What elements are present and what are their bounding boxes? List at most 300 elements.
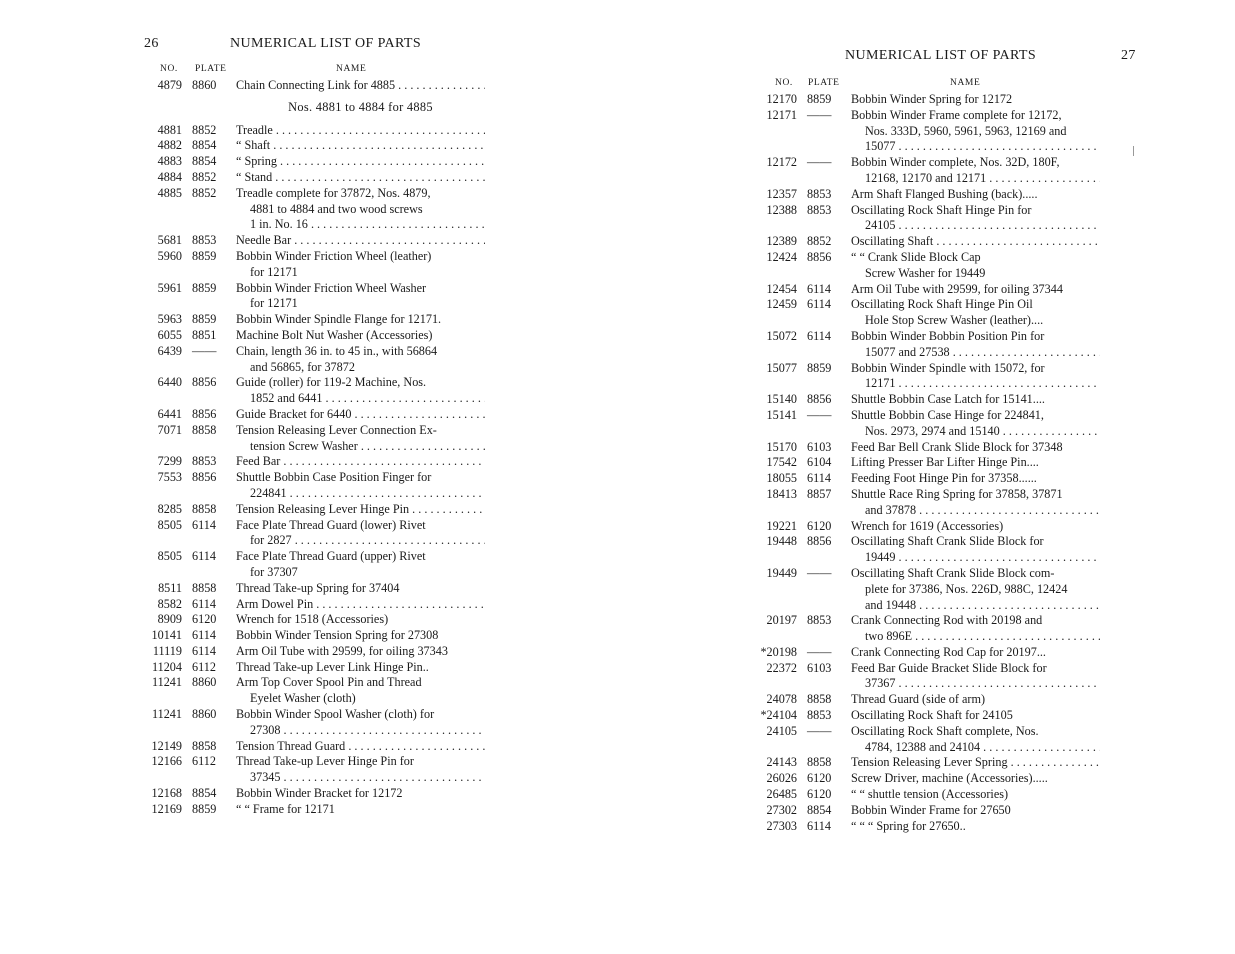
part-number: 12388 xyxy=(766,202,797,217)
part-name-line: 37367 . . . xyxy=(851,676,1100,692)
part-name-line: 24105 . . . xyxy=(851,218,1100,234)
part-row xyxy=(755,724,1100,756)
part-name xyxy=(236,644,485,660)
part-number: 11119 xyxy=(152,643,182,658)
plate-number: 6114 xyxy=(807,297,831,312)
part-row xyxy=(755,408,1100,440)
column-header-plate: PLATE xyxy=(808,78,840,88)
part-name xyxy=(851,803,1100,819)
plate-number: —— xyxy=(807,155,832,170)
part-name-line: Wrench for 1619 (Accessories) xyxy=(851,518,1004,533)
part-name-line: Oscillating Rock Shaft Hinge Pin Oil xyxy=(851,297,1033,312)
part-name-line: Feed Bar . . . xyxy=(236,454,485,470)
part-row xyxy=(140,502,485,518)
part-name-line: Tension Releasing Lever Hinge Pin . . . xyxy=(236,502,485,518)
page-number: 26 xyxy=(144,36,159,51)
part-name xyxy=(851,234,1100,250)
plate-number: 8852 xyxy=(192,185,217,200)
part-row xyxy=(755,613,1100,645)
part-row xyxy=(140,454,485,470)
part-row xyxy=(140,186,485,233)
part-number: 11241 xyxy=(151,675,182,690)
part-name-line: Bobbin Winder Spindle Flange for 12171. xyxy=(236,312,442,327)
part-name-line: Tension Releasing Lever Spring . . . xyxy=(851,755,1100,771)
part-name-line: Feeding Foot Hinge Pin for 37358...... xyxy=(851,471,1037,486)
part-number: 24105 xyxy=(766,723,797,738)
part-name xyxy=(851,329,1100,361)
part-name xyxy=(851,613,1100,645)
part-row xyxy=(755,534,1100,566)
plate-number: 8853 xyxy=(192,233,217,248)
part-number: 12172 xyxy=(766,155,797,170)
plate-number: 8853 xyxy=(192,454,217,469)
part-number: 8505 xyxy=(157,549,182,564)
part-name-line: Oscillating Rock Shaft complete, Nos. xyxy=(851,723,1039,738)
part-row xyxy=(140,281,485,313)
plate-number: —— xyxy=(807,565,832,580)
plate-number: 6114 xyxy=(807,471,831,486)
part-name-line: Tension Thread Guard . . . xyxy=(236,739,485,755)
part-row xyxy=(140,170,485,186)
part-name-line: Crank Connecting Rod with 20198 and xyxy=(851,613,1043,628)
plate-number: 8853 xyxy=(807,708,832,723)
part-name-line: Guide Bracket for 6440 . . . xyxy=(236,407,485,423)
left-page xyxy=(140,0,485,818)
part-name-line: Arm Oil Tube with 29599, for oiling 37343 xyxy=(236,643,448,658)
plate-number: —— xyxy=(807,644,832,659)
plate-number: 8858 xyxy=(807,755,832,770)
part-row xyxy=(140,660,485,676)
part-number: 27303 xyxy=(766,818,797,833)
part-name xyxy=(851,645,1100,661)
part-name xyxy=(851,771,1100,787)
margin-mark xyxy=(1133,146,1134,156)
part-name xyxy=(236,344,485,376)
part-number: 18413 xyxy=(766,486,797,501)
part-name xyxy=(851,440,1100,456)
part-name xyxy=(236,660,485,676)
part-number: 15077 xyxy=(766,360,797,375)
part-name xyxy=(851,408,1100,440)
part-name xyxy=(851,92,1100,108)
part-name xyxy=(236,454,485,470)
part-name xyxy=(236,581,485,597)
part-name xyxy=(851,471,1100,487)
part-name-line: Arm Dowel Pin . . . xyxy=(236,597,485,613)
part-row xyxy=(140,312,485,328)
part-number: 15141 xyxy=(766,407,797,422)
part-name-line: Thread Guard (side of arm) xyxy=(851,692,986,707)
part-row xyxy=(140,549,485,581)
plate-number: 8859 xyxy=(807,92,832,106)
part-name-line: “ “ Frame for 12171 xyxy=(236,801,335,816)
part-row xyxy=(755,645,1100,661)
part-name-line: 37345 . . . xyxy=(236,770,485,786)
part-name xyxy=(236,707,485,739)
part-row xyxy=(140,423,485,455)
part-number: 6440 xyxy=(157,375,182,390)
part-number: 8511 xyxy=(158,580,182,595)
part-row xyxy=(755,455,1100,471)
part-name-line: 15077 and 27538 . . . xyxy=(851,345,1100,361)
part-row xyxy=(755,755,1100,771)
plate-number: 6120 xyxy=(807,771,832,786)
part-name-line: Bobbin Winder Friction Wheel (leather) xyxy=(236,248,432,263)
page-header xyxy=(140,36,485,56)
part-name-line: 224841 . . . xyxy=(236,486,485,502)
part-name xyxy=(851,297,1100,329)
part-number: 12169 xyxy=(151,801,182,816)
part-number: 10141 xyxy=(151,628,182,643)
part-row xyxy=(140,233,485,249)
part-name-line: Bobbin Winder Tension Spring for 27308 xyxy=(236,628,439,643)
part-name-line: Bobbin Winder Frame for 27650 xyxy=(851,802,1011,817)
part-name xyxy=(851,392,1100,408)
part-row xyxy=(755,297,1100,329)
part-number: 19449 xyxy=(766,565,797,580)
part-name-line: Thread Take-up Spring for 37404 xyxy=(236,580,400,595)
part-name-line: for 12171 xyxy=(250,296,298,311)
part-number: 5963 xyxy=(157,312,182,327)
column-headers xyxy=(140,64,485,78)
part-number: 27302 xyxy=(766,802,797,817)
part-name-line: Chain Connecting Link for 4885 . . . xyxy=(236,78,485,94)
part-number: 17542 xyxy=(766,455,797,470)
part-number: 12166 xyxy=(151,754,182,769)
part-name-line: 15077 . . . xyxy=(851,139,1100,155)
plate-number: 8852 xyxy=(192,122,217,137)
part-name-line: Treadle complete for 37872, Nos. 4879, xyxy=(236,185,431,200)
part-row xyxy=(140,154,485,170)
part-name-line: and 56865, for 37872 xyxy=(250,359,355,374)
part-name-line: Chain, length 36 in. to 45 in., with 56864 xyxy=(236,343,438,358)
part-name xyxy=(851,155,1100,187)
part-name xyxy=(236,754,485,786)
plate-number: 6114 xyxy=(192,549,216,564)
plate-number: 8854 xyxy=(192,154,217,169)
part-name xyxy=(851,282,1100,298)
part-name-line: and 37878 . . . xyxy=(851,503,1100,519)
plate-number: 8856 xyxy=(807,249,832,264)
part-row xyxy=(755,234,1100,250)
part-row xyxy=(140,675,485,707)
part-row xyxy=(755,771,1100,787)
part-number: 24078 xyxy=(766,692,797,707)
part-row xyxy=(755,787,1100,803)
part-name-line: Nos. 2973, 2974 and 15140 . . . xyxy=(851,424,1100,440)
plate-number: 6114 xyxy=(807,818,831,833)
part-row xyxy=(140,597,485,613)
part-name-line: 1852 and 6441 . . . xyxy=(236,391,485,407)
plate-number: 8860 xyxy=(192,78,217,92)
part-name-line: 12168, 12170 and 12171 . . . xyxy=(851,171,1100,187)
part-number: 12454 xyxy=(766,281,797,296)
part-number: 12389 xyxy=(766,234,797,249)
part-row xyxy=(140,138,485,154)
part-number: 7071 xyxy=(157,422,182,437)
part-number: 26026 xyxy=(766,771,797,786)
part-name-line: Needle Bar . . . xyxy=(236,233,485,249)
part-name-line: Bobbin Winder Spring for 12172 xyxy=(851,92,1013,106)
part-number: 7553 xyxy=(157,470,182,485)
part-name xyxy=(851,108,1100,155)
part-name-line: Machine Bolt Nut Washer (Accessories) xyxy=(236,327,433,342)
part-name-line: Thread Take-up Lever Link Hinge Pin.. xyxy=(236,659,429,674)
plate-number: 8854 xyxy=(192,138,217,153)
part-name-line: Arm Top Cover Spool Pin and Thread xyxy=(236,675,422,690)
part-row xyxy=(755,361,1100,393)
part-name-line: Wrench for 1518 (Accessories) xyxy=(236,612,389,627)
part-name xyxy=(236,328,485,344)
part-name-line: for 37307 xyxy=(250,564,298,579)
plate-number: 8859 xyxy=(192,280,217,295)
part-name xyxy=(236,518,485,550)
part-name xyxy=(851,724,1100,756)
part-name xyxy=(236,375,485,407)
part-name-line: “ Shaft . . . xyxy=(236,138,485,154)
part-name xyxy=(236,407,485,423)
part-name xyxy=(851,819,1100,835)
part-row xyxy=(755,487,1100,519)
part-name-line: Hole Stop Screw Washer (leather).... xyxy=(865,313,1044,328)
page-title: NUMERICAL LIST OF PARTS xyxy=(845,48,1037,63)
part-row xyxy=(140,739,485,755)
part-row xyxy=(140,786,485,802)
plate-number: 8858 xyxy=(192,422,217,437)
part-name-line: “ “ Crank Slide Block Cap xyxy=(851,249,981,264)
part-name-line: “ Stand . . . xyxy=(236,170,485,186)
part-row xyxy=(755,108,1100,155)
part-row xyxy=(755,440,1100,456)
part-row xyxy=(755,519,1100,535)
plate-number: 8853 xyxy=(807,202,832,217)
right-page xyxy=(755,0,1136,834)
part-name-line: Shuttle Race Ring Spring for 37858, 37871 xyxy=(851,486,1063,501)
plate-number: 8859 xyxy=(192,801,217,816)
part-name-line: “ Spring . . . xyxy=(236,154,485,170)
part-number: 24143 xyxy=(766,755,797,770)
part-name xyxy=(851,250,1100,282)
part-name xyxy=(851,455,1100,471)
part-number: 7299 xyxy=(157,454,182,469)
part-number: 20197 xyxy=(766,613,797,628)
part-row xyxy=(140,707,485,739)
part-number: 11204 xyxy=(151,659,182,674)
part-name-line: Bobbin Winder complete, Nos. 32D, 180F, xyxy=(851,155,1060,170)
part-name-line: Guide (roller) for 119-2 Machine, Nos. xyxy=(236,375,427,390)
part-name-line: 1 in. No. 16 . . . xyxy=(236,217,485,233)
plate-number: 8853 xyxy=(807,613,832,628)
part-row xyxy=(140,78,485,94)
part-row xyxy=(140,754,485,786)
part-name-line: “ “ “ Spring for 27650.. xyxy=(851,818,966,833)
part-name xyxy=(236,786,485,802)
plate-number: —— xyxy=(807,107,832,122)
part-number: 8909 xyxy=(157,612,182,627)
part-number: 12168 xyxy=(151,786,182,801)
plate-number: 8857 xyxy=(807,486,832,501)
column-header-no: NO. xyxy=(775,78,793,88)
part-name xyxy=(236,186,485,233)
part-name-line: Shuttle Bobbin Case Latch for 15141.... xyxy=(851,392,1045,407)
part-name xyxy=(851,566,1100,613)
part-name xyxy=(851,203,1100,235)
plate-number: 6114 xyxy=(192,628,216,643)
plate-number: 8854 xyxy=(807,802,832,817)
part-name-line: two 896E . . . xyxy=(851,629,1100,645)
part-row xyxy=(140,644,485,660)
column-header-no: NO. xyxy=(160,64,178,74)
part-name-line: and 19448 . . . xyxy=(851,598,1100,614)
part-row xyxy=(755,392,1100,408)
part-row xyxy=(755,803,1100,819)
part-name xyxy=(851,708,1100,724)
column-header-name: NAME xyxy=(336,64,367,74)
part-name-line: Oscillating Shaft . . . xyxy=(851,234,1100,250)
part-number: 11241 xyxy=(151,707,182,722)
part-name xyxy=(236,123,485,139)
part-number: 12357 xyxy=(766,186,797,201)
plate-number: 8856 xyxy=(807,534,832,549)
part-row xyxy=(755,692,1100,708)
part-name-line: 19449 . . . xyxy=(851,550,1100,566)
part-name-line: plete for 37386, Nos. 226D, 988C, 12424 xyxy=(865,581,1068,596)
part-name xyxy=(851,534,1100,566)
part-name xyxy=(236,312,485,328)
plate-number: 6114 xyxy=(192,596,216,611)
plate-number: 8856 xyxy=(192,406,217,421)
part-row xyxy=(140,470,485,502)
part-number: 6439 xyxy=(157,343,182,358)
part-number: 12149 xyxy=(151,738,182,753)
part-name xyxy=(236,802,485,818)
plate-number: —— xyxy=(192,343,217,358)
part-number: 8285 xyxy=(157,501,182,516)
part-row xyxy=(755,92,1100,108)
part-name-line: Oscillating Shaft Crank Slide Block for xyxy=(851,534,1044,549)
part-name xyxy=(236,612,485,628)
section-heading: Nos. 4881 to 4884 for 4885 xyxy=(288,99,433,114)
part-row xyxy=(140,328,485,344)
plate-number: 8860 xyxy=(192,707,217,722)
part-name-line: Shuttle Bobbin Case Hinge for 224841, xyxy=(851,407,1044,422)
part-name-line: Lifting Presser Bar Lifter Hinge Pin.... xyxy=(851,455,1039,470)
part-name xyxy=(236,549,485,581)
part-name-line: 4784, 12388 and 24104 . . . xyxy=(851,740,1100,756)
part-name-line: Face Plate Thread Guard (upper) Rivet xyxy=(236,549,426,564)
part-number: 5681 xyxy=(157,233,182,248)
part-name-line: 4881 to 4884 and two wood screws xyxy=(250,201,423,216)
part-number: 12170 xyxy=(766,92,797,106)
part-name-line: Bobbin Winder Bracket for 12172 xyxy=(236,786,403,801)
part-name xyxy=(236,423,485,455)
part-name-line: 27308 . . . xyxy=(236,723,485,739)
part-name-line: Bobbin Winder Spool Washer (cloth) for xyxy=(236,707,435,722)
part-name-line: Arm Oil Tube with 29599, for oiling 37344 xyxy=(851,281,1063,296)
plate-number: 6114 xyxy=(807,328,831,343)
part-name-line: Screw Washer for 19449 xyxy=(865,265,986,280)
part-number: 4881 xyxy=(157,122,182,137)
part-name xyxy=(236,281,485,313)
part-number: 4882 xyxy=(157,138,182,153)
part-row xyxy=(140,249,485,281)
part-row xyxy=(755,819,1100,835)
plate-number: 8851 xyxy=(192,327,217,342)
plate-number: 8853 xyxy=(807,186,832,201)
part-name xyxy=(236,470,485,502)
plate-number: —— xyxy=(807,407,832,422)
part-number: 12424 xyxy=(766,249,797,264)
part-name-line: Tension Releasing Lever Connection Ex- xyxy=(236,422,437,437)
part-name xyxy=(236,739,485,755)
part-number: 5961 xyxy=(157,280,182,295)
plate-number: 6112 xyxy=(192,659,216,674)
plate-number: 8856 xyxy=(192,375,217,390)
part-name xyxy=(236,154,485,170)
part-row xyxy=(755,155,1100,187)
part-name xyxy=(236,78,485,94)
part-number: 5960 xyxy=(157,248,182,263)
plate-number: 6112 xyxy=(192,754,216,769)
part-number: 19221 xyxy=(766,518,797,533)
part-name-line: Oscillating Shaft Crank Slide Block com- xyxy=(851,565,1055,580)
part-number: 18055 xyxy=(766,471,797,486)
part-name xyxy=(236,170,485,186)
part-row xyxy=(755,282,1100,298)
part-name-line: “ “ shuttle tension (Accessories) xyxy=(851,787,1009,802)
part-name-line: Feed Bar Guide Bracket Slide Block for xyxy=(851,660,1047,675)
part-name-line: Oscillating Rock Shaft Hinge Pin for xyxy=(851,202,1032,217)
part-row xyxy=(755,203,1100,235)
part-number: 26485 xyxy=(766,787,797,802)
part-row xyxy=(140,612,485,628)
plate-number: 6114 xyxy=(192,643,216,658)
part-number: 6441 xyxy=(157,406,182,421)
part-number: 6055 xyxy=(157,327,182,342)
part-name-line: Nos. 333D, 5960, 5961, 5963, 12169 and xyxy=(865,123,1067,138)
page-header xyxy=(755,48,1136,68)
plate-number: 6114 xyxy=(192,517,216,532)
part-number: 8505 xyxy=(157,517,182,532)
page-title: NUMERICAL LIST OF PARTS xyxy=(230,36,422,51)
plate-number: 8859 xyxy=(807,360,832,375)
plate-number: 6103 xyxy=(807,439,832,454)
part-name-line: Arm Shaft Flanged Bushing (back)..... xyxy=(851,186,1038,201)
part-row xyxy=(140,628,485,644)
part-name xyxy=(236,233,485,249)
part-name xyxy=(236,628,485,644)
part-name-line: Crank Connecting Rod Cap for 20197... xyxy=(851,644,1046,659)
part-number: 4884 xyxy=(157,169,182,184)
parts-list xyxy=(140,78,485,818)
part-row xyxy=(140,344,485,376)
part-row xyxy=(755,250,1100,282)
part-number: 15170 xyxy=(766,439,797,454)
plate-number: 8852 xyxy=(192,169,217,184)
plate-number: 6120 xyxy=(192,612,217,627)
part-name xyxy=(236,502,485,518)
plate-number: 8858 xyxy=(192,580,217,595)
plate-number: 8854 xyxy=(192,786,217,801)
plate-number: 8858 xyxy=(192,501,217,516)
part-number: 15072 xyxy=(766,328,797,343)
part-number: 8582 xyxy=(157,596,182,611)
part-name-line: Treadle . . . xyxy=(236,123,485,139)
part-row xyxy=(755,187,1100,203)
plate-number: 8860 xyxy=(192,675,217,690)
column-headers xyxy=(755,78,1100,92)
part-row xyxy=(140,123,485,139)
